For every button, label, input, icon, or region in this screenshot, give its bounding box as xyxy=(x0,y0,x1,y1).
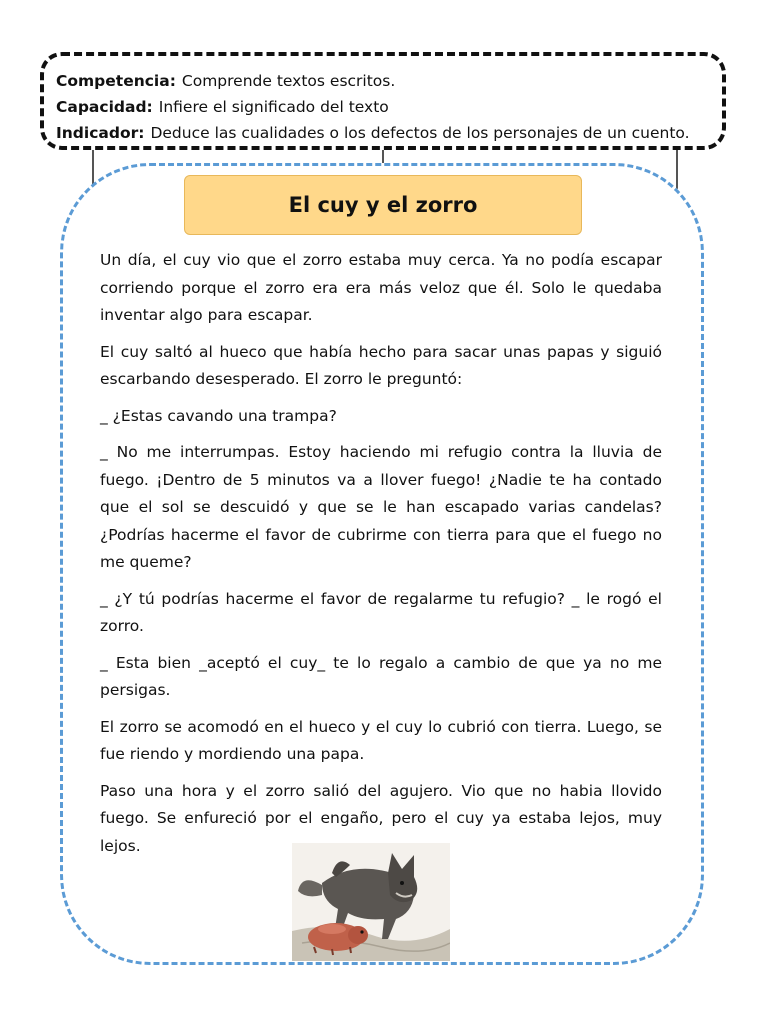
indicador-label: Indicador: xyxy=(56,124,145,142)
story-paragraph: _ ¿Y tú podrías hacerme el favor de regalarme tu refugio? _ le rogó el zorro. xyxy=(100,589,662,635)
story-paragraph: El zorro se acomodó en el hueco y el cuy lo cubrió con tierra. Luego, se fue riendo y mordiendo una papa. xyxy=(100,717,662,763)
story-paragraph: _ Esta bien _aceptó el cuy_ te lo regalo a cambio de que ya no me persigas. xyxy=(100,653,662,699)
capacidad-label: Capacidad: xyxy=(56,98,153,116)
competencia-value: Comprende textos escritos. xyxy=(181,72,396,90)
competencia-line xyxy=(56,68,722,94)
fox-and-guinea-pig-illustration xyxy=(292,843,450,961)
competencia-label: Competencia: xyxy=(56,72,176,90)
story-paragraph: _ ¿Estas cavando una trampa? xyxy=(100,406,337,425)
right-guide-line xyxy=(676,150,678,188)
story-paragraph: El cuy saltó al hueco que había hecho para sacar unas papas y siguió escarbando desesperado. El zorro le preguntó: xyxy=(100,342,662,388)
story-paragraph: _ No me interrumpas. Estoy haciendo mi refugio contra la lluvia de fuego. ¡Dentro de 5 minutos va a llover fuego! ¿Nadie te ha contado que el sol se descuidó y que se le han escapado varias candelas? ¿Podrías hacerme el favor de cubrirme con tierra para que el fuego no me queme? xyxy=(100,443,662,571)
story-title: El cuy y el zorro xyxy=(184,175,582,235)
indicador-value: Deduce las cualidades o los defectos de los personajes de un cuento. xyxy=(150,124,690,142)
story-paragraph: Paso una hora y el zorro salió del agujero. Vio que no habia llovido fuego. Se enfureció por el engaño, pero el cuy ya estaba lejos, muy lejos. xyxy=(100,781,662,855)
capacidad-line xyxy=(56,94,722,120)
curriculum-header-box xyxy=(40,52,726,150)
capacidad-value: Infiere el significado del texto xyxy=(158,98,389,116)
story-body xyxy=(100,247,662,869)
indicador-line xyxy=(56,120,722,146)
story-paragraph: Un día, el cuy vio que el zorro estaba muy cerca. Ya no podía escapar corriendo porque el zorro era era más veloz que él. Solo le quedaba inventar algo para escapar. xyxy=(100,251,662,324)
